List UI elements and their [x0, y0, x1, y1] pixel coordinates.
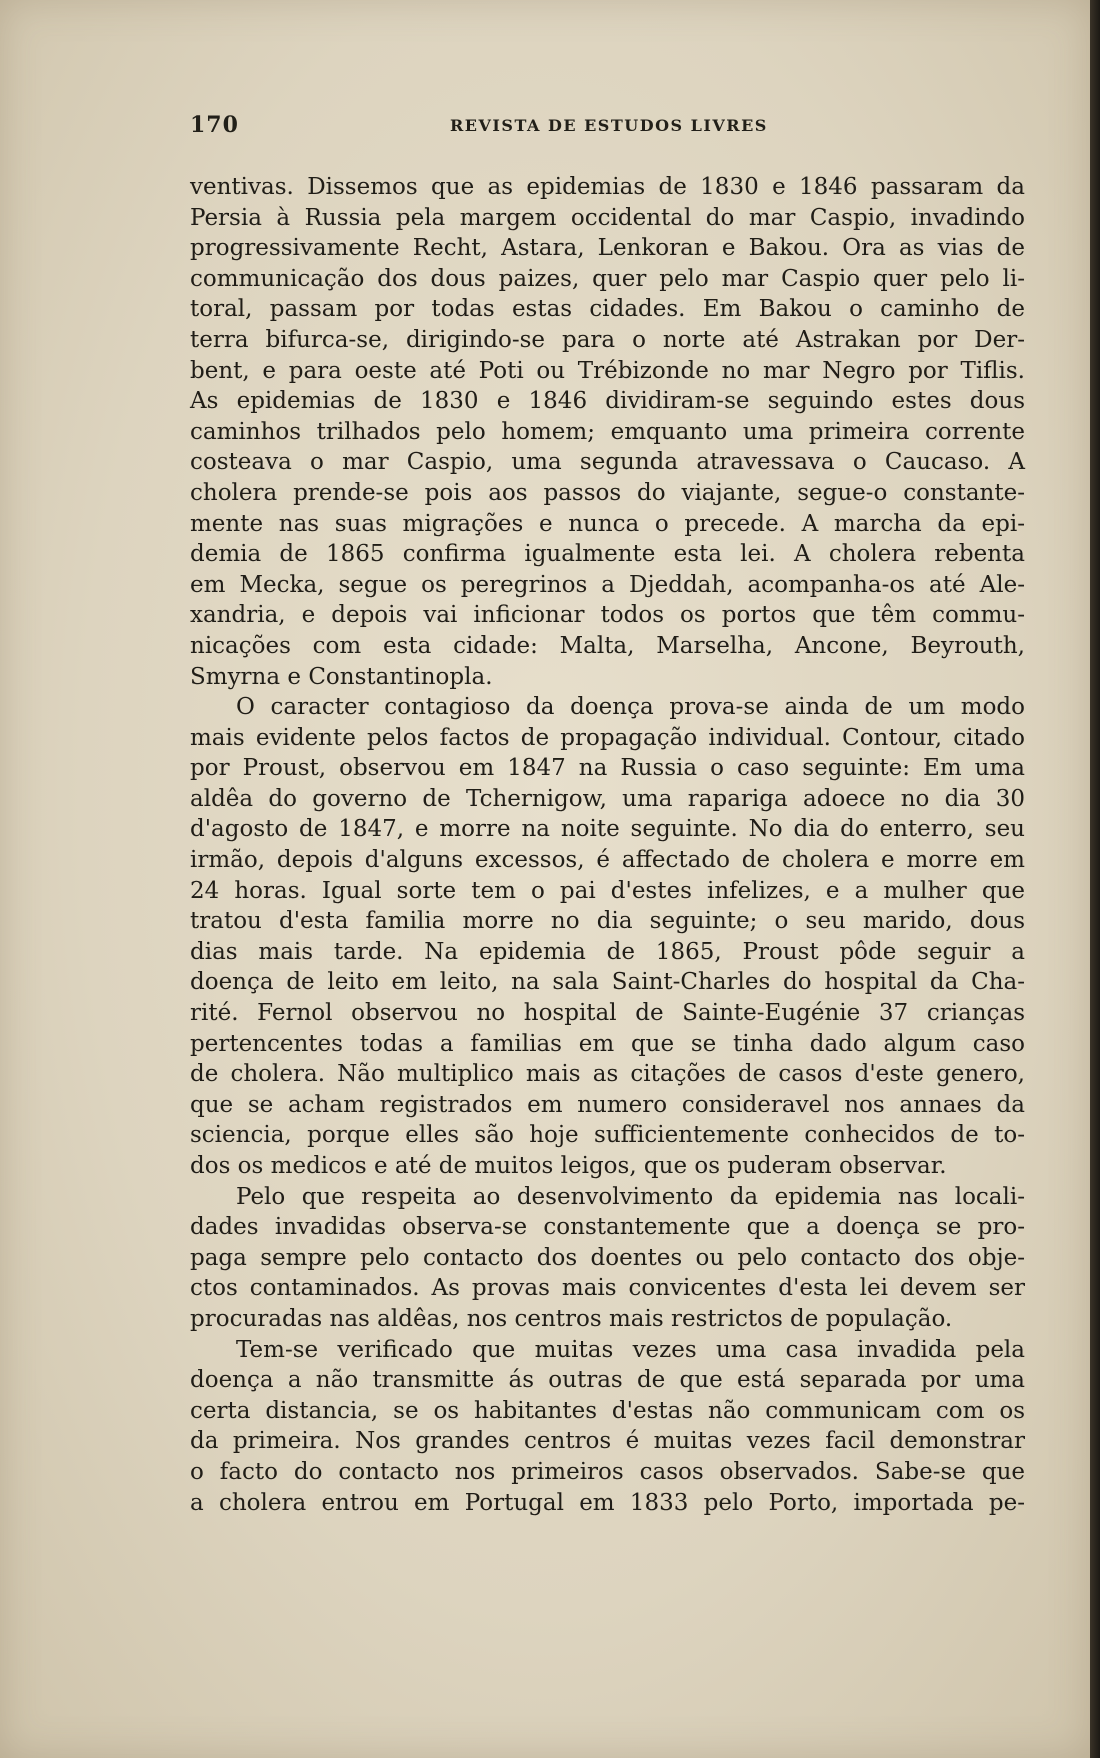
text-line: progressivamente Recht, Astara, Lenkoran e Bakou. Ora as vias de	[190, 235, 1025, 262]
text-line: Persia à Russia pela margem occidental do mar Caspio, invadindo	[190, 204, 1025, 231]
text-line: bent, e para oeste até Poti ou Trébizonde no mar Negro por Tiflis.	[190, 357, 1025, 384]
text-line: a cholera entrou em Portugal em 1833 pelo Porto, importada pe-	[190, 1489, 1025, 1516]
page-number: 170	[190, 112, 239, 138]
text-line: xandria, e depois vai inficionar todos os portos que têm commu-	[190, 602, 1025, 629]
text-line: 24 horas. Igual sorte tem o pai d'estes infelizes, e a mulher que	[190, 877, 1025, 904]
text-line-paragraph-start: Tem-se verificado que muitas vezes uma casa invadida pela	[236, 1336, 1025, 1363]
text-line-paragraph-end: Smyrna e Constantinopla.	[190, 663, 493, 690]
text-line: por Proust, observou em 1847 na Russia o caso seguinte: Em uma	[190, 755, 1025, 782]
text-line: paga sempre pelo contacto dos doentes ou pelo contacto dos obje-	[190, 1244, 1025, 1271]
text-line: ctos contaminados. As provas mais convicentes d'esta lei devem ser	[190, 1275, 1025, 1302]
text-line: toral, passam por todas estas cidades. Em Bakou o caminho de	[190, 296, 1025, 323]
text-line: dades invadidas observa-se constantemente que a doença se pro-	[190, 1214, 1025, 1241]
text-line: aldêa do governo de Tchernigow, uma rapariga adoece no dia 30	[190, 785, 1025, 812]
running-head	[190, 112, 1010, 144]
text-line: cholera prende-se pois aos passos do viajante, segue-o constante-	[190, 479, 1025, 506]
text-line: rité. Fernol observou no hospital de Sainte-Eugénie 37 crianças	[190, 1000, 1025, 1027]
text-line: communicação dos dous paizes, quer pelo mar Caspio quer pelo li-	[190, 265, 1025, 292]
text-line: terra bifurca-se, dirigindo-se para o norte até Astrakan por Der-	[190, 326, 1025, 353]
text-line: mente nas suas migrações e nunca o precede. A marcha da epi-	[190, 510, 1025, 537]
text-line: em Mecka, segue os peregrinos a Djeddah, acompanha-os até Ale-	[190, 571, 1025, 598]
text-line: nicações com esta cidade: Malta, Marselha, Ancone, Beyrouth,	[190, 632, 1025, 659]
text-line: demia de 1865 confirma igualmente esta lei. A cholera rebenta	[190, 541, 1025, 568]
text-line: d'agosto de 1847, e morre na noite seguinte. No dia do enterro, seu	[190, 816, 1025, 843]
text-line: dias mais tarde. Na epidemia de 1865, Proust pôde seguir a	[190, 938, 1025, 965]
text-line-paragraph-end: procuradas nas aldêas, nos centros mais restrictos de população.	[190, 1305, 953, 1332]
text-line: pertencentes todas a familias em que se tinha dado algum caso	[190, 1030, 1025, 1057]
text-line: costeava o mar Caspio, uma segunda atravessava o Caucaso. A	[190, 449, 1025, 476]
text-line: ventivas. Dissemos que as epidemias de 1830 e 1846 passaram da	[190, 174, 1025, 200]
text-line-paragraph-start: Pelo que respeita ao desenvolvimento da epidemia nas locali-	[236, 1183, 1025, 1210]
text-line: de cholera. Não multiplico mais as citações de casos d'este genero,	[190, 1061, 1025, 1088]
text-line: As epidemias de 1830 e 1846 dividiram-se seguindo estes dous	[190, 388, 1025, 415]
text-line: tratou d'esta familia morre no dia seguinte; o seu marido, dous	[190, 908, 1025, 935]
text-line: irmão, depois d'alguns excessos, é affectado de cholera e morre em	[190, 847, 1025, 874]
text-line: que se acham registrados em numero consideravel nos annaes da	[190, 1091, 1025, 1118]
text-line: caminhos trilhados pelo homem; emquanto uma primeira corrente	[190, 418, 1025, 445]
body-text	[190, 172, 1025, 1518]
text-line-paragraph-end: dos os medicos e até de muitos leigos, que os puderam observar.	[190, 1153, 947, 1179]
text-line: doença a não transmitte ás outras de que está separada por uma	[190, 1367, 1025, 1394]
book-binding-edge	[1090, 0, 1100, 1758]
text-line: mais evidente pelos factos de propagação individual. Contour, citado	[190, 724, 1025, 751]
text-line: sciencia, porque elles são hoje sufficientemente conhecidos de to-	[190, 1122, 1025, 1149]
text-line: certa distancia, se os habitantes d'estas não communicam com os	[190, 1397, 1025, 1424]
text-line: o facto do contacto nos primeiros casos observados. Sabe-se que	[190, 1458, 1025, 1485]
journal-title: REVISTA DE ESTUDOS LIVRES	[450, 116, 768, 135]
text-line: da primeira. Nos grandes centros é muitas vezes facil demonstrar	[190, 1428, 1025, 1455]
text-line-paragraph-start: O caracter contagioso da doença prova-se ainda de um modo	[236, 694, 1025, 721]
text-line: doença de leito em leito, na sala Saint-Charles do hospital da Cha-	[190, 969, 1025, 996]
